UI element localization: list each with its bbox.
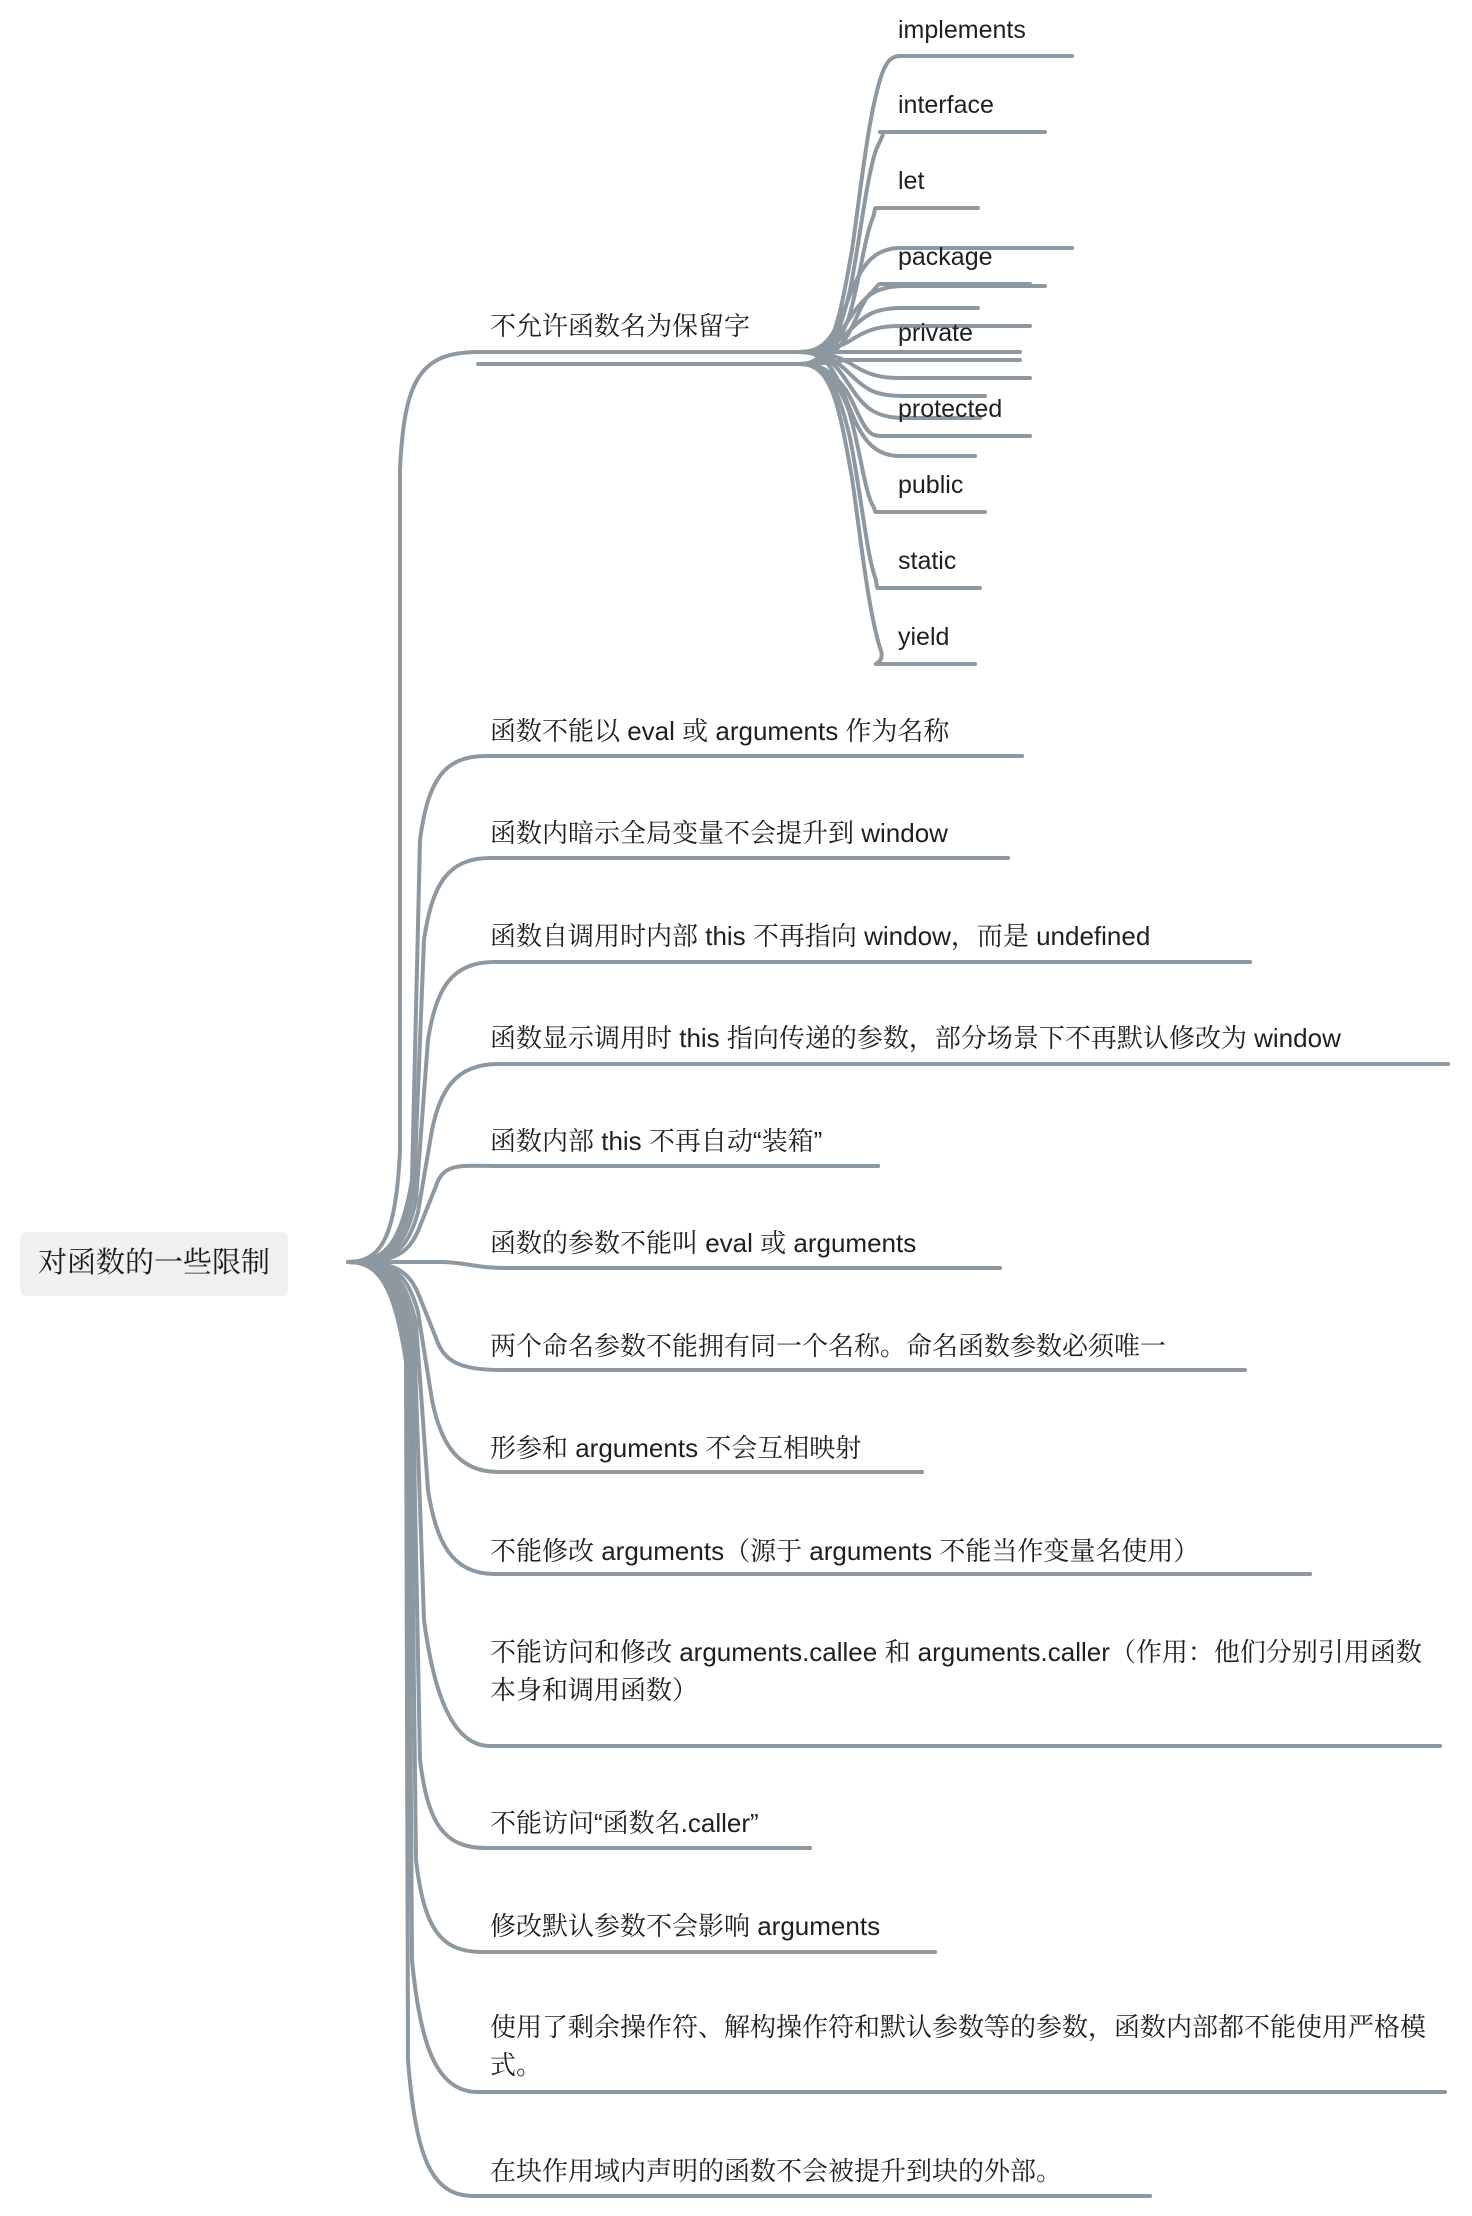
leaf-public[interactable] xyxy=(898,465,963,513)
leaf-yield[interactable] xyxy=(898,617,949,665)
branch-block-scope-function[interactable] xyxy=(490,2150,1062,2199)
leaf-label: public xyxy=(898,471,964,499)
branch-label: 两个命名参数不能拥有同一个名称。命名函数参数必须唯一 xyxy=(490,1331,1167,1361)
branch-default-param-arguments[interactable] xyxy=(490,1905,880,1954)
branch-label: 函数内部 this 不再自动“装箱” xyxy=(490,1126,823,1156)
branch-no-implicit-global[interactable] xyxy=(490,812,948,861)
leaf-label: let xyxy=(898,167,925,195)
branch-no-eval-arguments-name[interactable] xyxy=(490,710,949,759)
branch-label: 不能修改 arguments（源于 arguments 不能当作变量名使用） xyxy=(490,1536,1200,1566)
branch-label: 修改默认参数不会影响 arguments xyxy=(490,1911,881,1941)
branch-label: 使用了剩余操作符、解构操作符和默认参数等的参数，函数内部都不能使用严格模式。 xyxy=(490,2012,1427,2080)
branch-explicit-call-this[interactable] xyxy=(490,1017,1341,1066)
branch-label: 形参和 arguments 不会互相映射 xyxy=(490,1433,862,1463)
leaf-private[interactable] xyxy=(898,313,973,361)
leaf-label: yield xyxy=(898,623,950,651)
branch-label: 不能访问和修改 arguments.callee 和 arguments.caller（作用：他们分别引用函数本身和调用函数） xyxy=(490,1637,1422,1705)
branch-no-modify-arguments[interactable] xyxy=(490,1530,1199,1579)
branch-label: 函数内暗示全局变量不会提升到 window xyxy=(490,818,948,848)
leaf-protected[interactable] xyxy=(898,389,1002,437)
branch-no-this-boxing[interactable] xyxy=(490,1120,822,1169)
branch-rest-destructure-default-strict[interactable] xyxy=(490,2007,1440,2092)
leaf-static[interactable] xyxy=(898,541,956,589)
branch-no-param-arguments-mapping[interactable] xyxy=(490,1427,861,1476)
leaf-label: static xyxy=(898,547,957,575)
branch-no-callee-caller[interactable] xyxy=(490,1632,1440,1717)
leaf-label: private xyxy=(898,319,974,347)
root-label: 对函数的一些限制 xyxy=(38,1247,271,1279)
branch-label: 在块作用域内声明的函数不会被提升到块的外部。 xyxy=(490,2156,1063,2186)
branch-no-function-caller[interactable] xyxy=(490,1802,759,1851)
leaf-implements[interactable] xyxy=(898,10,1026,58)
leaf-package[interactable] xyxy=(898,237,993,285)
leaf-label: package xyxy=(898,243,993,271)
branch-unique-param-names[interactable] xyxy=(490,1325,1166,1374)
leaf-interface[interactable] xyxy=(898,85,994,133)
leaf-let[interactable] xyxy=(898,161,924,209)
branch-label: 函数不能以 eval 或 arguments 作为名称 xyxy=(490,716,950,746)
branch-label: 不允许函数名为保留字 xyxy=(490,311,751,341)
leaf-label: protected xyxy=(898,395,1003,423)
branch-label: 函数显示调用时 this 指向传递的参数，部分场景下不再默认修改为 window xyxy=(490,1023,1341,1053)
branch-reserved-words[interactable] xyxy=(490,305,750,354)
branch-label: 函数的参数不能叫 eval 或 arguments xyxy=(490,1228,917,1258)
mindmap-root[interactable] xyxy=(20,1232,288,1296)
leaf-label: interface xyxy=(898,91,994,119)
leaf-label: implements xyxy=(898,16,1026,44)
branch-self-call-this-undefined[interactable] xyxy=(490,915,1150,964)
branch-label: 函数自调用时内部 this 不再指向 window，而是 undefined xyxy=(490,921,1151,951)
branch-param-name-restriction[interactable] xyxy=(490,1222,916,1271)
branch-label: 不能访问“函数名.caller” xyxy=(490,1808,759,1838)
